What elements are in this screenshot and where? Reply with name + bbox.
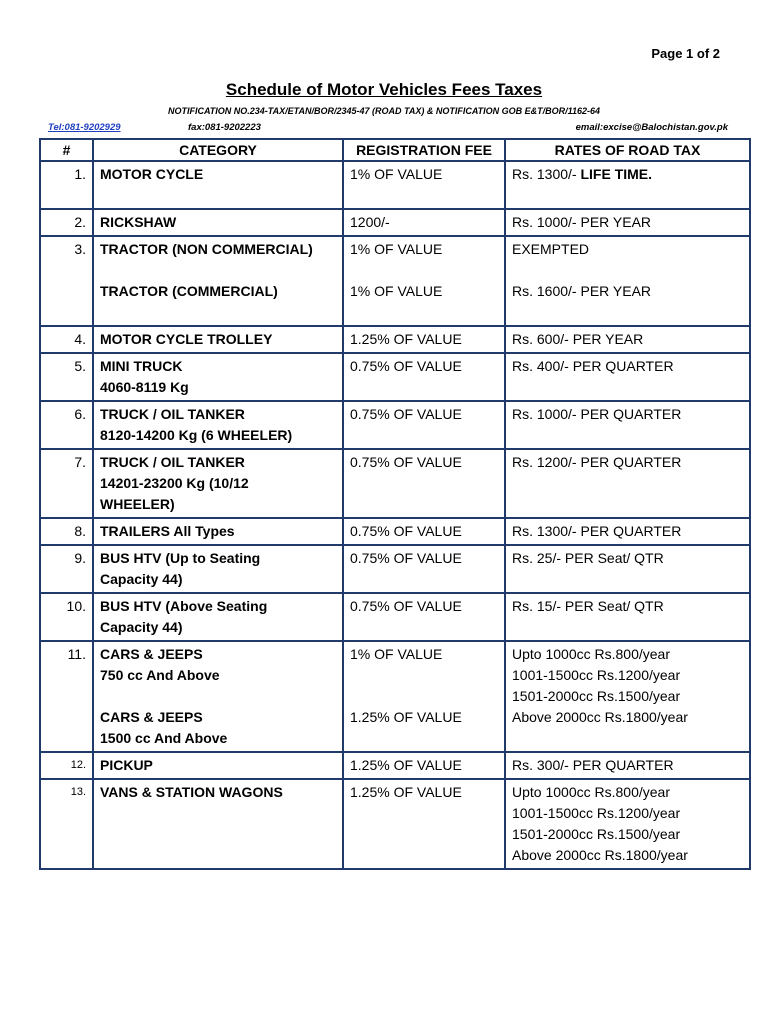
table-row (40, 353, 750, 401)
row-category (93, 161, 343, 209)
row-number: 11. (40, 641, 93, 752)
rate-line: 1001-1500cc Rs.1200/year (512, 805, 681, 821)
row-number: 3. (40, 236, 93, 326)
header-registration-fee: REGISTRATION FEE (343, 139, 505, 161)
row-road-tax (505, 518, 750, 545)
category-line: MOTOR CYCLE (100, 166, 204, 182)
page-number: Page 1 of 2 (651, 46, 720, 61)
row-registration-fee (343, 353, 505, 401)
reg-line: 1% OF VALUE (350, 646, 443, 662)
row-category (93, 593, 343, 641)
rate-line: Rs. 25/- PER Seat/ QTR (512, 550, 664, 566)
category-line: MINI TRUCK (100, 358, 183, 374)
reg-line: 1.25% OF VALUE (350, 784, 462, 800)
row-number: 12. (40, 752, 93, 779)
row-registration-fee (343, 779, 505, 869)
row-number: 10. (40, 593, 93, 641)
row-road-tax (505, 752, 750, 779)
row-registration-fee (343, 326, 505, 353)
reg-line: 0.75% OF VALUE (350, 550, 462, 566)
row-category (93, 401, 343, 449)
row-number: 9. (40, 545, 93, 593)
reg-line: 1% OF VALUE (350, 166, 443, 182)
table-header-row (40, 139, 750, 161)
category-line: PICKUP (100, 757, 153, 773)
row-number: 5. (40, 353, 93, 401)
reg-line: 0.75% OF VALUE (350, 598, 462, 614)
category-line: VANS & STATION WAGONS (100, 784, 283, 800)
rate-line: 1501-2000cc Rs.1500/year (512, 688, 681, 704)
rate-line: Above 2000cc Rs.1800/year (512, 847, 688, 863)
row-registration-fee (343, 752, 505, 779)
reg-line: 1.25% OF VALUE (350, 757, 462, 773)
category-line: MOTOR CYCLE TROLLEY (100, 331, 273, 347)
row-number: 4. (40, 326, 93, 353)
row-category (93, 353, 343, 401)
rate-line: Upto 1000cc Rs.800/year (512, 646, 670, 662)
category-line: 14201-23200 Kg (10/12 (100, 475, 249, 491)
notification-line: NOTIFICATION NO.234-TAX/ETAN/BOR/2345-47 (ROAD TAX) & NOTIFICATION GOB E&T/BOR/1162-64 (167, 106, 601, 116)
row-road-tax (505, 401, 750, 449)
table-row (40, 209, 750, 236)
row-registration-fee (343, 401, 505, 449)
reg-line: 1.25% OF VALUE (350, 709, 462, 725)
row-registration-fee (343, 209, 505, 236)
table-row (40, 326, 750, 353)
category-line: 8120-14200 Kg (6 WHEELER) (100, 427, 293, 443)
category-line: 750 cc And Above (100, 667, 220, 683)
category-line: WHEELER) (100, 496, 175, 512)
reg-line: 1% OF VALUE (350, 241, 443, 257)
tel-link[interactable]: Tel:081-9202929 (48, 122, 121, 133)
row-number: 1. (40, 161, 93, 209)
row-road-tax (505, 779, 750, 869)
row-road-tax (505, 641, 750, 752)
row-category (93, 518, 343, 545)
category-line: TRUCK / OIL TANKER (100, 406, 245, 422)
row-registration-fee (343, 545, 505, 593)
fees-table (39, 138, 751, 870)
row-number: 2. (40, 209, 93, 236)
row-road-tax (505, 209, 750, 236)
category-line: TRUCK / OIL TANKER (100, 454, 245, 470)
reg-line: 0.75% OF VALUE (350, 454, 462, 470)
fax-number: fax:081-9202223 (188, 122, 261, 133)
category-line: BUS HTV (Above Seating (100, 598, 268, 614)
row-road-tax (505, 161, 750, 209)
rate-line: Rs. 400/- PER QUARTER (512, 358, 674, 374)
table-row (40, 545, 750, 593)
header-road-tax: RATES OF ROAD TAX (505, 139, 750, 161)
row-registration-fee (343, 449, 505, 518)
rate-line: 1001-1500cc Rs.1200/year (512, 667, 681, 683)
category-line: CARS & JEEPS (100, 646, 203, 662)
rate-line: Rs. 600/- PER YEAR (512, 331, 644, 347)
rate-line: Upto 1000cc Rs.800/year (512, 784, 670, 800)
row-road-tax (505, 236, 750, 326)
row-road-tax (505, 593, 750, 641)
category-line: Capacity 44) (100, 571, 183, 587)
reg-line: 0.75% OF VALUE (350, 358, 462, 374)
email-address: email:excise@Balochistan.gov.pk (575, 122, 728, 133)
rate-line: EXEMPTED (512, 241, 590, 257)
category-line: TRACTOR (NON COMMERCIAL) (100, 241, 313, 257)
row-registration-fee (343, 161, 505, 209)
row-registration-fee (343, 518, 505, 545)
table-row (40, 236, 750, 326)
reg-line: 1.25% OF VALUE (350, 331, 462, 347)
rate-line: Rs. 300/- PER QUARTER (512, 757, 674, 773)
reg-line: 0.75% OF VALUE (350, 523, 462, 539)
category-line: 4060-8119 Kg (100, 379, 189, 395)
rate-line: Rs. 15/- PER Seat/ QTR (512, 598, 664, 614)
category-line: Capacity 44) (100, 619, 183, 635)
reg-line: 0.75% OF VALUE (350, 406, 462, 422)
row-number: 7. (40, 449, 93, 518)
row-number: 6. (40, 401, 93, 449)
table-row (40, 641, 750, 752)
reg-line: 1% OF VALUE (350, 283, 443, 299)
row-category (93, 449, 343, 518)
row-category (93, 209, 343, 236)
row-road-tax (505, 449, 750, 518)
row-road-tax (505, 545, 750, 593)
rate-line: 1501-2000cc Rs.1500/year (512, 826, 681, 842)
category-line: TRAILERS All Types (100, 523, 235, 539)
rate-line: Rs. 1000/- PER QUARTER (512, 406, 682, 422)
reg-line: 1200/- (350, 214, 390, 230)
row-road-tax (505, 326, 750, 353)
row-category (93, 641, 343, 752)
header-number: # (40, 139, 93, 161)
table-row (40, 161, 750, 209)
category-line: 1500 cc And Above (100, 730, 228, 746)
row-registration-fee (343, 641, 505, 752)
rate-line: Rs. 1200/- PER QUARTER (512, 454, 682, 470)
rate-period: LIFE TIME. (580, 166, 653, 182)
table-row (40, 449, 750, 518)
category-line: BUS HTV (Up to Seating (100, 550, 261, 566)
row-number: 13. (40, 779, 93, 869)
row-category (93, 779, 343, 869)
rate-line: Rs. 1600/- PER YEAR (512, 283, 652, 299)
rate-line: Rs. 1000/- PER YEAR (512, 214, 652, 230)
rate-amount: Rs. 1300/- (512, 166, 581, 182)
row-road-tax (505, 353, 750, 401)
table-row (40, 779, 750, 869)
category-line: TRACTOR (COMMERCIAL) (100, 283, 278, 299)
category-line: CARS & JEEPS (100, 709, 203, 725)
rate-line: Rs. 1300/- PER QUARTER (512, 523, 682, 539)
row-registration-fee (343, 236, 505, 326)
rate-line (512, 164, 743, 185)
header-category: CATEGORY (93, 139, 343, 161)
table-row (40, 593, 750, 641)
row-category (93, 236, 343, 326)
row-category (93, 752, 343, 779)
category-line: RICKSHAW (100, 214, 177, 230)
table-row (40, 518, 750, 545)
row-number: 8. (40, 518, 93, 545)
row-category (93, 326, 343, 353)
table-row (40, 752, 750, 779)
row-registration-fee (343, 593, 505, 641)
row-category (93, 545, 343, 593)
page-title: Schedule of Motor Vehicles Fees Taxes (225, 80, 543, 99)
table-row (40, 401, 750, 449)
rate-line: Above 2000cc Rs.1800/year (512, 709, 688, 725)
